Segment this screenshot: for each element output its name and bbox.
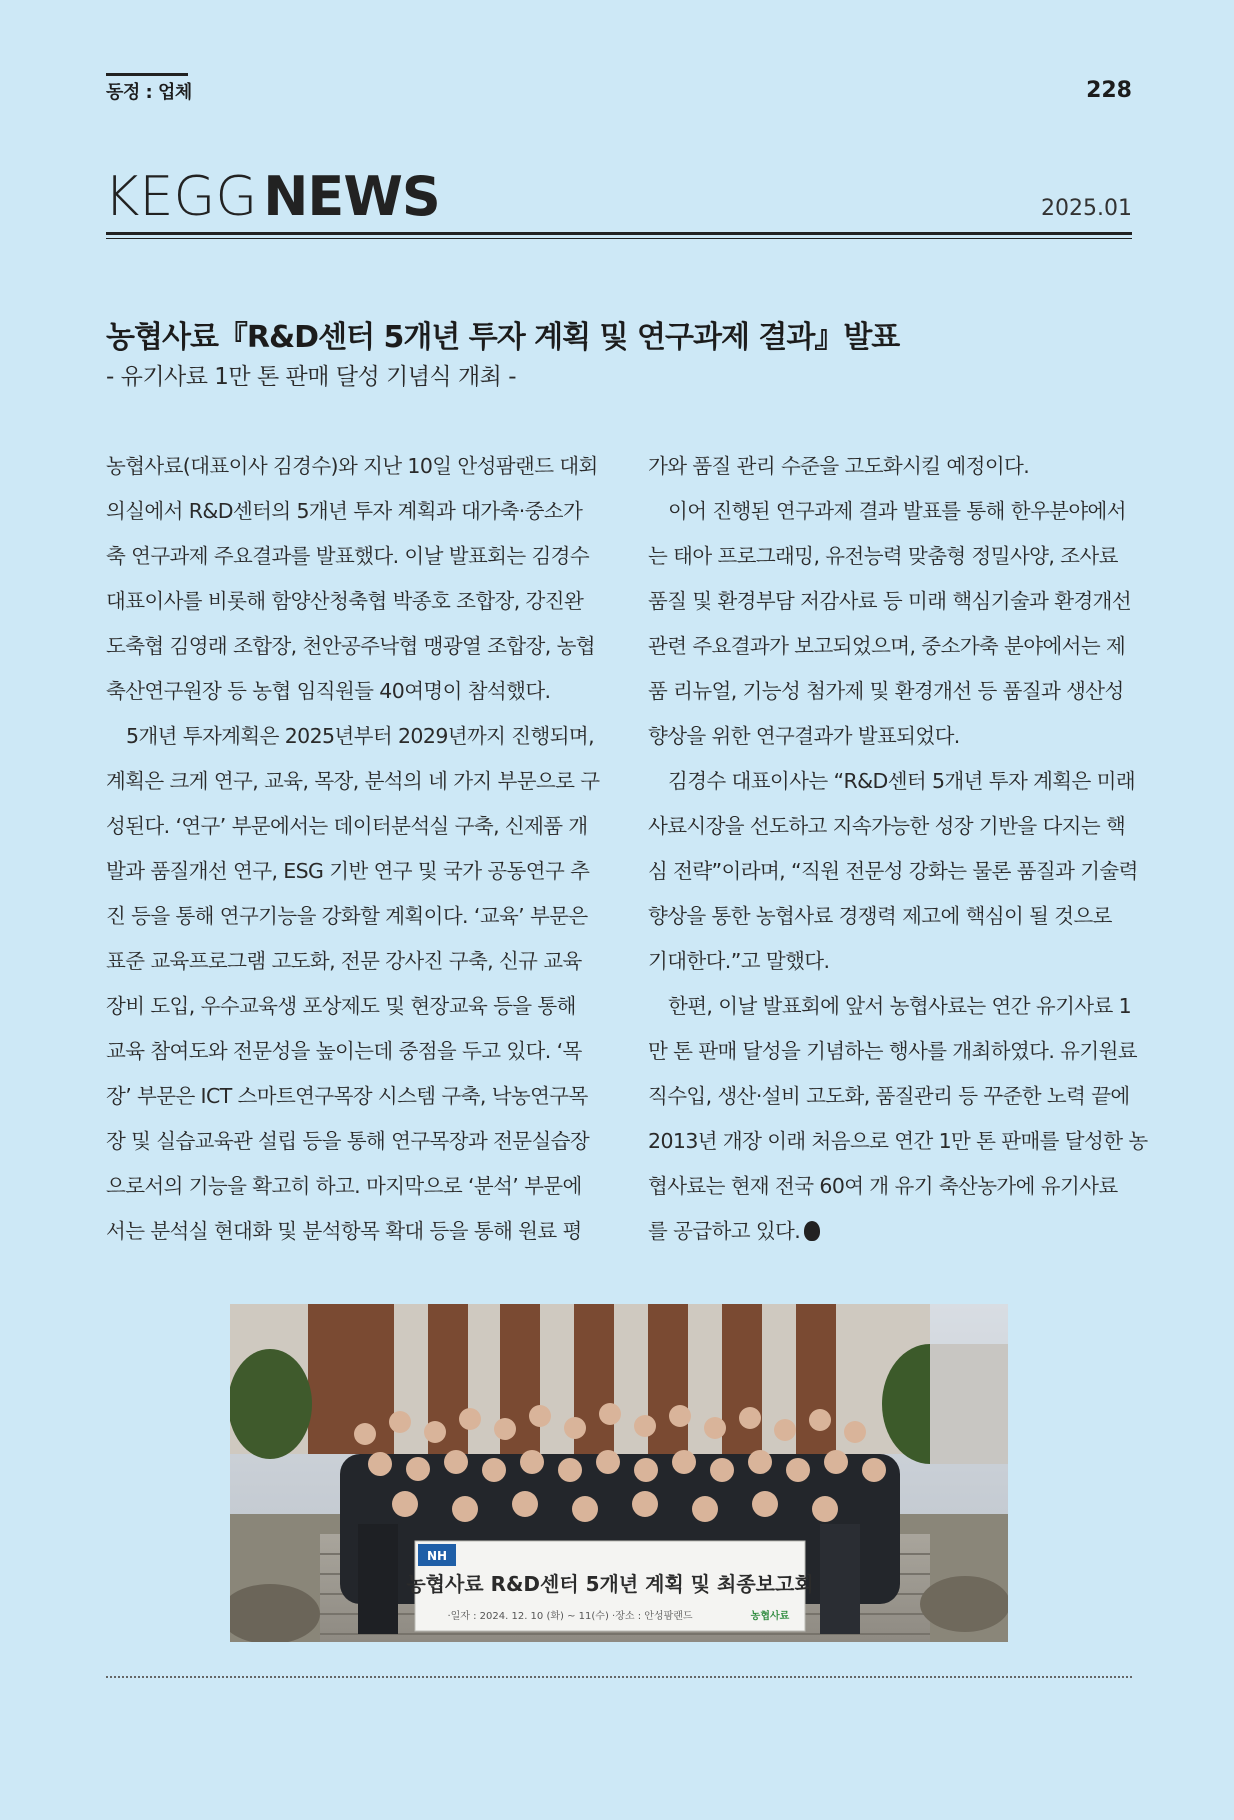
body-line: 가와 품질 관리 수준을 고도화시킬 예정이다. xyxy=(648,454,1030,478)
bottom-dotted-rule xyxy=(106,1676,1132,1678)
body-line: 의실에서 R&D센터의 5개년 투자 계획과 대가축·중소가 xyxy=(106,499,583,523)
body-line: 장 및 실습교육관 설립 등을 통해 연구목장과 전문실습장 xyxy=(106,1129,590,1153)
masthead-rule-thin xyxy=(106,238,1132,239)
banner-logo: NH xyxy=(426,1549,448,1563)
body-line: 계획은 크게 연구, 교육, 목장, 분석의 네 가지 부문으로 구 xyxy=(106,769,600,793)
body-line: 사료시장을 선도하고 지속가능한 성장 기반을 다지는 핵 xyxy=(648,814,1126,838)
body-line: 성된다. ‘연구’ 부문에서는 데이터분석실 구축, 신제품 개 xyxy=(106,814,588,838)
body-line: 만 톤 판매 달성을 기념하는 행사를 개최하였다. 유기원료 xyxy=(648,1039,1137,1063)
body-line: 심 전략”이라며, “직원 전문성 강화는 물론 품질과 기술력 xyxy=(648,859,1138,883)
group-photo xyxy=(230,1304,1008,1642)
body-line: 는 태아 프로그래밍, 유전능력 맞춤형 정밀사양, 조사료 xyxy=(648,544,1118,568)
banner-brand: 농협사료 xyxy=(750,1611,790,1622)
body-line: 도축협 김영래 조합장, 천안공주낙협 맹광열 조합장, 농협 xyxy=(106,634,595,658)
banner-detail: ·일자 : 2024. 12. 10 (화) ~ 11(수) ·장소 : 안성팜랜드 xyxy=(447,1611,693,1622)
body-line: 5개년 투자계획은 2025년부터 2029년까지 진행되며, xyxy=(126,724,595,748)
body-line: 기대한다.”고 말했다. xyxy=(648,949,830,973)
body-line: 으로서의 기능을 확고히 하고. 마지막으로 ‘분석’ 부문에 xyxy=(106,1174,582,1198)
logo-kegg: KEGG xyxy=(104,165,258,228)
masthead-logo xyxy=(104,165,440,228)
body-line: 교육 참여도와 전문성을 높이는데 중점을 두고 있다. ‘목 xyxy=(106,1039,582,1063)
body-line: 향상을 위한 연구결과가 발표되었다. xyxy=(648,724,960,748)
body-line-last xyxy=(648,1209,1134,1254)
body-line: 협사료는 현재 전국 60여 개 유기 축산농가에 유기사료 xyxy=(648,1174,1118,1198)
body-line: 대표이사를 비롯해 함양산청축협 박종호 조합장, 강진완 xyxy=(106,589,584,613)
body-line-text: 를 공급하고 있다. xyxy=(648,1219,801,1243)
body-line: 관련 주요결과가 보고되었으며, 중소가축 분야에서는 제 xyxy=(648,634,1126,658)
body-line: 향상을 통한 농협사료 경쟁력 제고에 핵심이 될 것으로 xyxy=(648,904,1112,928)
body-line: 김경수 대표이사는 “R&D센터 5개년 투자 계획은 미래 xyxy=(668,769,1136,793)
body-line: 2013년 개장 이래 처음으로 연간 1만 톤 판매를 달성한 농 xyxy=(648,1129,1148,1153)
group-photo-illustration xyxy=(230,1304,1008,1642)
page-number: 228 xyxy=(1086,78,1132,103)
body-line: 직수입, 생산·설비 고도화, 품질관리 등 꾸준한 노력 끝에 xyxy=(648,1084,1130,1108)
masthead xyxy=(104,165,1132,228)
article-end-icon xyxy=(804,1221,820,1241)
masthead-rule-thick xyxy=(106,232,1132,235)
body-line: 표준 교육프로그램 고도화, 전문 강사진 구축, 신규 교육 xyxy=(106,949,582,973)
section-tag-bar xyxy=(106,73,188,76)
article-right-column xyxy=(648,444,1148,1254)
body-line: 서는 분석실 현대화 및 분석항목 확대 등을 통해 원료 평 xyxy=(106,1219,582,1243)
body-line: 장비 도입, 우수교육생 포상제도 및 현장교육 등을 통해 xyxy=(106,994,576,1018)
logo-news: NEWS xyxy=(263,165,440,228)
article-left-column xyxy=(106,444,600,1254)
body-line: 한편, 이날 발표회에 앞서 농협사료는 연간 유기사료 1 xyxy=(668,994,1132,1018)
body-line: 장’ 부문은 ICT 스마트연구목장 시스템 구축, 낙농연구목 xyxy=(106,1084,588,1108)
body-line: 축 연구과제 주요결과를 발표했다. 이날 발표회는 김경수 xyxy=(106,544,590,568)
body-line: 진 등을 통해 연구기능을 강화할 계획이다. ‘교육’ 부문은 xyxy=(106,904,588,928)
body-line: 발과 품질개선 연구, ESG 기반 연구 및 국가 공동연구 추 xyxy=(106,859,590,883)
body-line: 농협사료(대표이사 김경수)와 지난 10일 안성팜랜드 대회 xyxy=(106,454,598,478)
body-line: 축산연구원장 등 농협 임직원들 40여명이 참석했다. xyxy=(106,679,551,703)
body-line: 품 리뉴얼, 기능성 첨가제 및 환경개선 등 품질과 생산성 xyxy=(648,679,1124,703)
section-tag: 동정 : 업체 xyxy=(106,82,192,103)
banner-title: 농협사료 R&D센터 5개년 계획 및 최종보고회 xyxy=(406,1572,814,1596)
issue-date: 2025.01 xyxy=(1041,196,1132,221)
article-subheadline: - 유기사료 1만 톤 판매 달성 기념식 개최 - xyxy=(106,364,516,390)
body-line: 품질 및 환경부담 저감사료 등 미래 핵심기술과 환경개선 xyxy=(648,589,1132,613)
body-line: 이어 진행된 연구과제 결과 발표를 통해 한우분야에서 xyxy=(668,499,1126,523)
article-headline: 농협사료『R&D센터 5개년 투자 계획 및 연구과제 결과』발표 xyxy=(106,320,900,355)
